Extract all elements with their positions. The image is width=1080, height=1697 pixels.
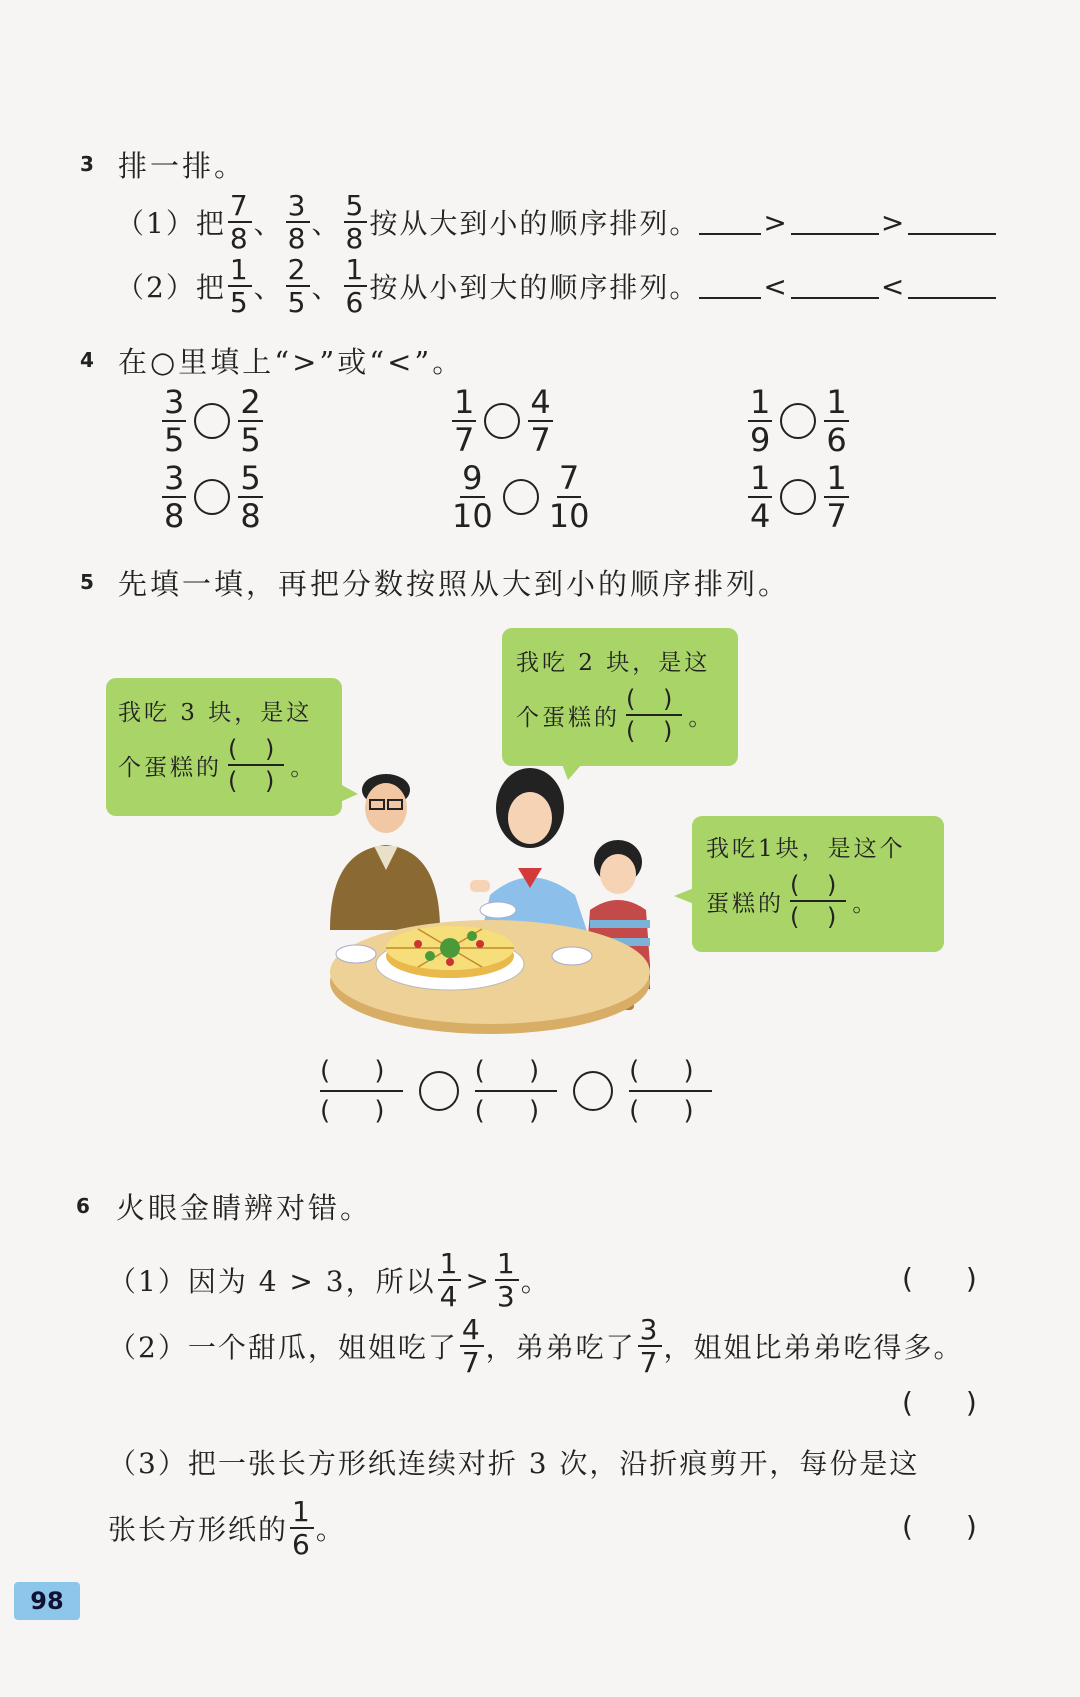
compare-circle[interactable] — [484, 403, 520, 439]
fraction: $\frac{1}{7}$ — [454, 383, 475, 459]
compare-pair — [160, 460, 265, 534]
fraction: $\frac{1}{6}$ — [345, 253, 366, 319]
speech-bubble-father: 我吃 3 块，是这 个蛋糕的 ( ) ( ) 。 — [106, 678, 342, 816]
compare-circle[interactable] — [780, 479, 816, 515]
question-5-title: 先填一填，再把分数按照从大到小的顺序排列。 — [118, 567, 791, 601]
question-6-number: 6 — [76, 1194, 90, 1218]
q3-item-2-text: 按从小到大的顺序排列。 — [369, 271, 700, 304]
answer-fraction[interactable]: ( ) ( ) — [629, 1052, 712, 1130]
answer-blank[interactable] — [699, 273, 761, 299]
judge-answer-box[interactable]: ( ) — [902, 1386, 999, 1419]
question-6-title: 火眼金睛辨对错。 — [116, 1191, 373, 1225]
answer-fraction[interactable]: ( ) ( ) — [320, 1052, 403, 1130]
compare-circle[interactable] — [419, 1071, 459, 1111]
judge-answer-box[interactable]: ( ) — [902, 1262, 999, 1295]
answer-blank[interactable] — [791, 209, 879, 235]
q3-item-1: （1）把 $\frac{7}{8}$ 、 $\frac{3}{8}$ 、 $\frac{5}{8}$ 按从大到小的顺序排列。 > > — [116, 190, 996, 254]
compare-circle[interactable] — [780, 403, 816, 439]
q6-item-2: （2）一个甜瓜，姐姐吃了 $\frac{4}{7}$ ，弟弟吃了 $\frac{3}{7}$ ，姐姐比弟弟吃得多。 — [108, 1313, 964, 1379]
fraction: $\frac{1}{6}$ — [826, 383, 847, 459]
fraction: $\frac{1}{6}$ — [292, 1495, 312, 1561]
fraction: $\frac{3}{8}$ — [287, 189, 308, 255]
fraction: $\frac{9}{10}$ — [452, 459, 493, 535]
speech-bubble-mother: 我吃 2 块，是这 个蛋糕的 ( ) ( ) 。 — [502, 628, 738, 766]
answer-blank[interactable] — [908, 209, 996, 235]
greater-sign: > — [880, 205, 907, 239]
q3-item-1-label: （1）把 — [116, 207, 226, 240]
q3-item-2-label: （2）把 — [116, 271, 226, 304]
answer-blank[interactable] — [908, 273, 996, 299]
compare-circle[interactable] — [194, 479, 230, 515]
compare-pair — [746, 460, 851, 534]
fraction: $\frac{5}{8}$ — [240, 459, 261, 535]
compare-pair — [160, 384, 265, 458]
fraction: $\frac{1}{5}$ — [229, 253, 250, 319]
speech-bubble-son: 我吃1块，是这个 蛋糕的 ( ) ( ) 。 — [692, 816, 944, 952]
compare-circle[interactable] — [573, 1071, 613, 1111]
answer-fraction[interactable]: ( ) ( ) — [790, 871, 847, 931]
fraction: $\frac{1}{4}$ — [750, 459, 771, 535]
father-figure — [330, 774, 440, 930]
q6-item-3-line2: 张长方形纸的 $\frac{1}{6}$ 。 — [108, 1495, 346, 1561]
family-cake-illustration — [290, 760, 690, 1040]
judge-answer-box[interactable]: ( ) — [902, 1510, 999, 1543]
fraction: $\frac{1}{3}$ — [496, 1247, 517, 1313]
q3-item-2: （2）把 $\frac{1}{5}$ 、 $\frac{2}{5}$ 、 $\frac{1}{6}$ 按从小到大的顺序排列。 < < — [116, 254, 996, 318]
page-number: 98 — [14, 1582, 80, 1620]
greater-sign: > — [763, 205, 789, 239]
fraction: $\frac{5}{8}$ — [345, 189, 366, 255]
question-4-number: 4 — [80, 348, 94, 372]
fraction: $\frac{7}{10}$ — [548, 459, 590, 535]
q3-item-1-text: 按从大到小的顺序排列。 — [369, 207, 700, 240]
fraction: $\frac{4}{7}$ — [530, 383, 551, 459]
fraction: $\frac{3}{8}$ — [164, 459, 185, 535]
answer-blank[interactable] — [791, 273, 879, 299]
q6-item-3-line1: （3）把一张长方形纸连续对折 3 次，沿折痕剪开，每份是这 — [108, 1447, 920, 1480]
answer-fraction[interactable]: ( ) ( ) — [475, 1052, 558, 1130]
compare-circle[interactable] — [503, 479, 539, 515]
fraction: $\frac{1}{7}$ — [826, 459, 847, 535]
q6-item-1: （1）因为 4 > 3，所以 $\frac{1}{4}$ > $\frac{1}{3}$ 。 — [108, 1247, 551, 1313]
fraction: $\frac{1}{4}$ — [439, 1247, 460, 1313]
fraction: $\frac{1}{9}$ — [750, 383, 771, 459]
answer-fraction[interactable]: ( ) ( ) — [626, 685, 683, 745]
compare-pair — [448, 460, 593, 534]
fraction: $\frac{7}{8}$ — [229, 189, 250, 255]
fraction: $\frac{2}{5}$ — [287, 253, 308, 319]
compare-circle[interactable] — [194, 403, 230, 439]
ordering-row — [320, 1052, 712, 1130]
question-3-title: 排一排。 — [118, 149, 247, 183]
question-5-number: 5 — [80, 570, 94, 594]
question-3-number: 3 — [80, 152, 94, 176]
fraction: $\frac{3}{5}$ — [164, 383, 185, 459]
question-4-title: 在○里填上“>”或“<”。 — [118, 345, 465, 379]
fraction: $\frac{3}{7}$ — [639, 1313, 660, 1379]
less-sign: < — [763, 269, 789, 303]
compare-pair — [746, 384, 851, 458]
answer-fraction[interactable]: ( ) ( ) — [228, 735, 285, 795]
fraction: $\frac{4}{7}$ — [461, 1313, 482, 1379]
less-sign: < — [880, 269, 907, 303]
fraction: $\frac{2}{5}$ — [240, 383, 261, 459]
compare-pair — [450, 384, 555, 458]
answer-blank[interactable] — [699, 209, 761, 235]
